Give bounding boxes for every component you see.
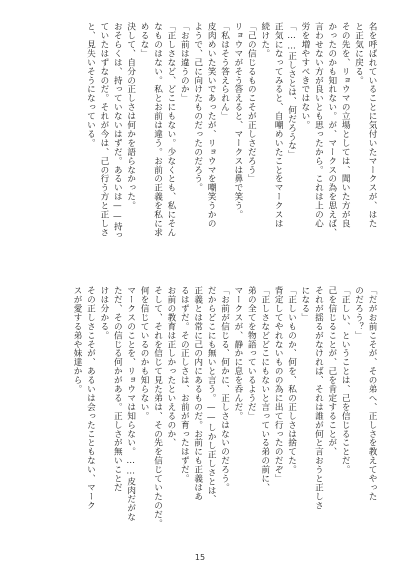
text-line: 続けた。 xyxy=(259,22,270,58)
text-line: 己を信じることが、己を肯定することが、 xyxy=(326,286,337,457)
text-line: ただ、その信じる何かがある。正しさが無いことだ xyxy=(112,286,123,492)
text-line: 何を信じているのかも知らない。 xyxy=(139,286,150,421)
text-line: 「正しさなど、どこにもない。少なくとも、私にそん xyxy=(165,22,176,237)
text-line: その正しさこそが、あるいは会ったこともない、マーク xyxy=(85,286,96,510)
text-line: おそらくは、持っていないはずだ。あるいは——持っ xyxy=(112,22,123,240)
text-line: るはずだ。その正しさは、お前が育ったはずだ。 xyxy=(179,286,190,483)
text-line: 決して、自分の正しさは何かを語らなかった。 xyxy=(125,22,136,210)
text-line: 「だがお前こそが、その弟へ、正しさを教えてやった xyxy=(367,286,377,501)
text-line: 「お前は違うのか」 xyxy=(179,22,190,103)
text-line: マークスのことを、リョウマは知らない。……皮肉だがな xyxy=(125,286,136,522)
text-line: のだろう？」 xyxy=(353,286,364,340)
text-line: と、見失いそうになっている。 xyxy=(85,22,96,148)
text-line: かったのかも知れない。が、マークスの為を思えば、 xyxy=(326,22,337,237)
text-line: 労を増やすべきではない。 xyxy=(299,22,310,130)
text-line: 名を呼ばれていることに気付いたマークスが、はた xyxy=(367,22,377,228)
text-line: になる」 xyxy=(299,286,310,322)
text-line: と正気に戻る。 xyxy=(353,22,364,85)
upper-text-column xyxy=(38,22,378,268)
text-line: その先を、リョウマの立場としては、聞いた方が良 xyxy=(340,22,351,228)
text-line: けは分かる。 xyxy=(98,286,109,340)
text-line: 言わせない方が良いとも思ったから。これは上の心 xyxy=(313,22,324,228)
text-line: 「……正しさとは、何だろうな」 xyxy=(286,22,297,160)
text-line: めるな」 xyxy=(139,22,150,58)
text-line: それが揺るがなければ、それは誰が何と言おうと正しさ xyxy=(313,286,324,510)
text-line: 背定してやれないものの為に出て行ったのだぞ」 xyxy=(273,286,284,483)
text-line: 「正しいものか、何を、私の正しさは捨てた。 xyxy=(286,286,297,474)
text-line: 「正しさなどどこにもないと言っている弟の前に、 xyxy=(259,286,270,492)
text-line: マークスが、静かに息を呑んだ。 xyxy=(232,286,243,421)
lower-text-column xyxy=(38,286,378,532)
text-line: 正気になってみると、自嘲めいたことをマークスは xyxy=(273,22,284,228)
text-line: 「正しい、ということは、己を信じることだ。 xyxy=(340,286,351,474)
text-line: 弟の全てを物語っているようだ」 xyxy=(246,286,257,421)
text-line: リョウマがそう答えると、マークスは鼻で笑う。 xyxy=(232,22,243,219)
text-line: 「お前が信じる、何かに、正しさはないのだろう。 xyxy=(219,286,230,492)
text-line: 「私はそう答えられん」 xyxy=(219,22,230,121)
text-line: お前の教育は正しかったといえるのか、 xyxy=(165,286,176,448)
text-line: ようで、己に向けたものだったのだろう。 xyxy=(192,22,203,193)
text-line: なものはない。私とお前は違う。お前の正義を私に求 xyxy=(152,22,163,237)
text-line: 「己の信じるものこそが正しさだろう」 xyxy=(246,22,257,184)
text-line: そして、それを信じて見た弟は、その先を信じていたのだ。 xyxy=(152,286,163,528)
text-line: だからどこにも無いと言う。——しかし正しさとは、 xyxy=(206,286,217,504)
text-line: ていたはずなのだ。それが今は、己の行う方と正しさ xyxy=(98,22,109,237)
text-line: 皮肉めいた笑いであったが、リョウマを嘲笑うかの xyxy=(206,22,217,228)
text-line: スが愛する弟や妹達から。 xyxy=(72,286,83,394)
text-line: 正義とは常に己の内にあるものだ。お前にも正義はあ xyxy=(192,286,203,501)
page-number: 15 xyxy=(194,553,206,562)
